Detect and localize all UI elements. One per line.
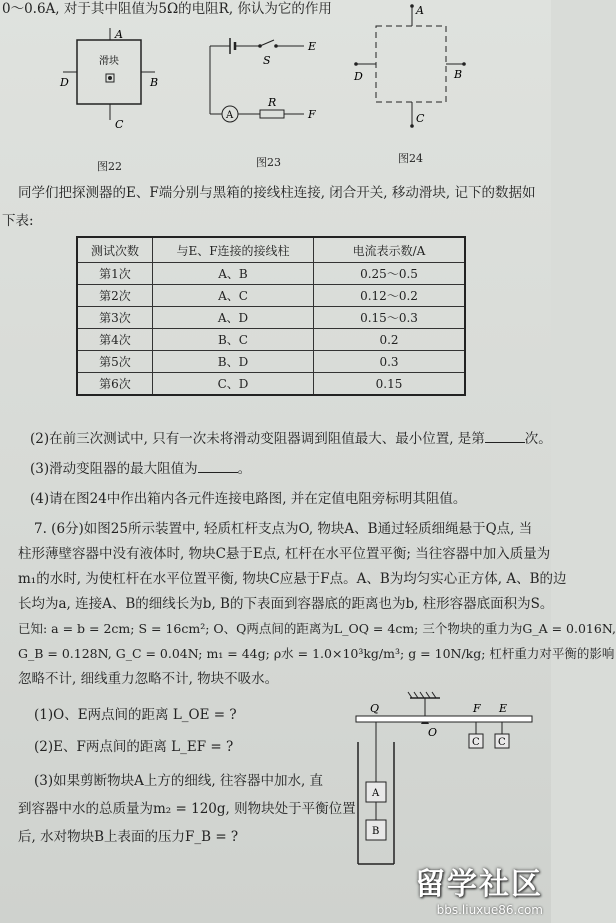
fig23-label-f: F xyxy=(308,108,316,121)
question-2 xyxy=(30,430,552,448)
fig25-label-q: Q xyxy=(370,702,380,715)
problem-7-sub-2: (2)E、F两点间的距离 L_EF = ? xyxy=(34,739,234,755)
fig24-label-a: A xyxy=(416,4,424,17)
table-cell: 0.2 xyxy=(314,329,466,351)
table-row xyxy=(77,329,465,351)
table-cell: A、C xyxy=(153,285,314,307)
table-cell: 0.25～0.5 xyxy=(314,263,466,285)
table-row xyxy=(77,285,465,307)
problem-7-line-3: m₁的水时, 为使杠杆在水平位置平衡, 物块C应悬于F点。A、B为均匀实心正方体, A、B的边 xyxy=(18,571,567,587)
table-cell: 第6次 xyxy=(77,373,153,396)
fig25-label-e: E xyxy=(499,702,508,715)
problem-7-line-2: 柱形薄壁容器中没有液体时, 物块C悬于E点, 杠杆在水平位置平衡; 当往容器中加入质量为 xyxy=(18,546,551,562)
figure-22 xyxy=(55,28,175,138)
header-line: 0～0.6A, 对于其中阻值为5Ω的电阻R, 你认为它的作用 xyxy=(2,1,332,17)
problem-7-sub-3c: 后, 水对物块B上表面的压力F_B = ? xyxy=(18,829,239,845)
fig23-label-s: S xyxy=(263,54,271,67)
table-cell: 0.3 xyxy=(314,351,466,373)
fig22-label-b: B xyxy=(150,76,159,89)
table-cell: 第1次 xyxy=(77,263,153,285)
watermark-url: bbs.liuxue86.com xyxy=(436,903,543,917)
table-row xyxy=(77,307,465,329)
table-cell: 0.15 xyxy=(314,373,466,396)
intro-line-2: 下表: xyxy=(2,213,34,229)
table-row xyxy=(77,263,465,285)
fig22-label-slider: 滑块 xyxy=(99,56,119,67)
fig24-label-c: C xyxy=(416,112,425,125)
fig23-caption: 图23 xyxy=(256,156,281,169)
fig23-label-e: E xyxy=(308,40,317,53)
problem-7-line-6: G_B = 0.128N, G_C = 0.04N; m₁ = 44g; ρ水 = 1.0×10³kg/m³; g = 10N/kg; 杠杆重力对平衡的影响 xyxy=(18,646,615,661)
table-row xyxy=(77,351,465,373)
intro-line-1: 同学们把探测器的E、F端分别与黑箱的接线柱连接, 闭合开关, 移动滑块, 记下的数据如 xyxy=(18,185,536,201)
problem-7-sub-3b: 到容器中水的总质量为m₂ = 120g, 则物块处于平衡位置 xyxy=(18,801,356,817)
problem-7-line-7: 忽略不计, 细线重力忽略不计, 物块不吸水。 xyxy=(18,671,279,687)
table-cell: 第2次 xyxy=(77,285,153,307)
problem-7-sub-1: (1)O、E两点间的距离 L_OE = ? xyxy=(34,707,237,723)
table-cell: B、D xyxy=(153,351,314,373)
table-cell: A、B xyxy=(153,263,314,285)
table-cell: A、D xyxy=(153,307,314,329)
table-cell: C、D xyxy=(153,373,314,396)
fig25-label-f: F xyxy=(473,702,481,715)
problem-7-line-1: 7. (6分)如图25所示装置中, 轻质杠杆支点为O, 物块A、B通过轻质细绳悬于Q点, 当 xyxy=(34,521,533,537)
fig25-label-b: B xyxy=(372,826,380,837)
table-row xyxy=(77,373,465,396)
figure-23 xyxy=(200,34,330,129)
fig22-label-d: D xyxy=(60,76,69,89)
figure-25 xyxy=(348,692,538,882)
question-2-end: 次。 xyxy=(524,431,552,447)
table-cell: 0.15～0.3 xyxy=(314,307,466,329)
fig24-label-b: B xyxy=(454,68,463,81)
fig23-label-r: R xyxy=(268,96,277,109)
fig24-label-d: D xyxy=(354,70,363,83)
table-header: 测试次数 xyxy=(77,237,153,263)
fig25-label-a: A xyxy=(372,788,380,799)
question-2-text: (2)在前三次测试中, 只有一次未将滑动变阻器调到阻值最大、最小位置, 是第 xyxy=(30,431,485,447)
table-cell: 0.12～0.2 xyxy=(314,285,466,307)
answer-blank xyxy=(198,460,238,473)
table-cell: 第3次 xyxy=(77,307,153,329)
fig25-label-o: O xyxy=(428,726,438,739)
table-cell: B、C xyxy=(153,329,314,351)
table-header: 与E、F连接的接线柱 xyxy=(153,237,314,263)
table-cell: 第5次 xyxy=(77,351,153,373)
question-3-text: (3)滑动变阻器的最大阻值为 xyxy=(30,461,198,477)
problem-7-line-4: 长均为a, 连接A、B的细线长为b, B的下表面到容器底的距离也为b, 柱形容器底面积为S。 xyxy=(18,596,554,612)
table-header: 电流表示数/A xyxy=(314,237,466,263)
problem-7-sub-3a: (3)如果剪断物块A上方的细线, 往容器中加水, 直 xyxy=(34,773,324,789)
answer-blank xyxy=(485,430,525,443)
fig22-caption: 图22 xyxy=(97,160,122,173)
fig22-label-a: A xyxy=(115,28,123,41)
question-3-end: 。 xyxy=(237,461,252,477)
watermark xyxy=(415,859,543,917)
table-cell: 第4次 xyxy=(77,329,153,351)
table-header-row xyxy=(77,237,465,263)
fig24-caption: 图24 xyxy=(398,152,423,165)
figure-24 xyxy=(350,2,470,132)
question-4: (4)请在图24中作出箱内各元件连接电路图, 并在定值电阻旁标明其阻值。 xyxy=(30,491,467,507)
question-3 xyxy=(30,460,251,478)
watermark-logo-text: 留学社区 xyxy=(415,867,543,902)
measurement-table xyxy=(76,236,466,396)
fig25-label-c1: C xyxy=(472,737,480,748)
fig25-label-c2: C xyxy=(498,737,506,748)
problem-7-line-5: 已知: a = b = 2cm; S = 16cm²; O、Q两点间的距离为L_OQ = 4cm; 三个物块的重力为G_A = 0.016N, xyxy=(18,621,616,636)
fig22-label-c: C xyxy=(115,118,124,131)
fig23-label-ammeter: A xyxy=(226,110,234,121)
